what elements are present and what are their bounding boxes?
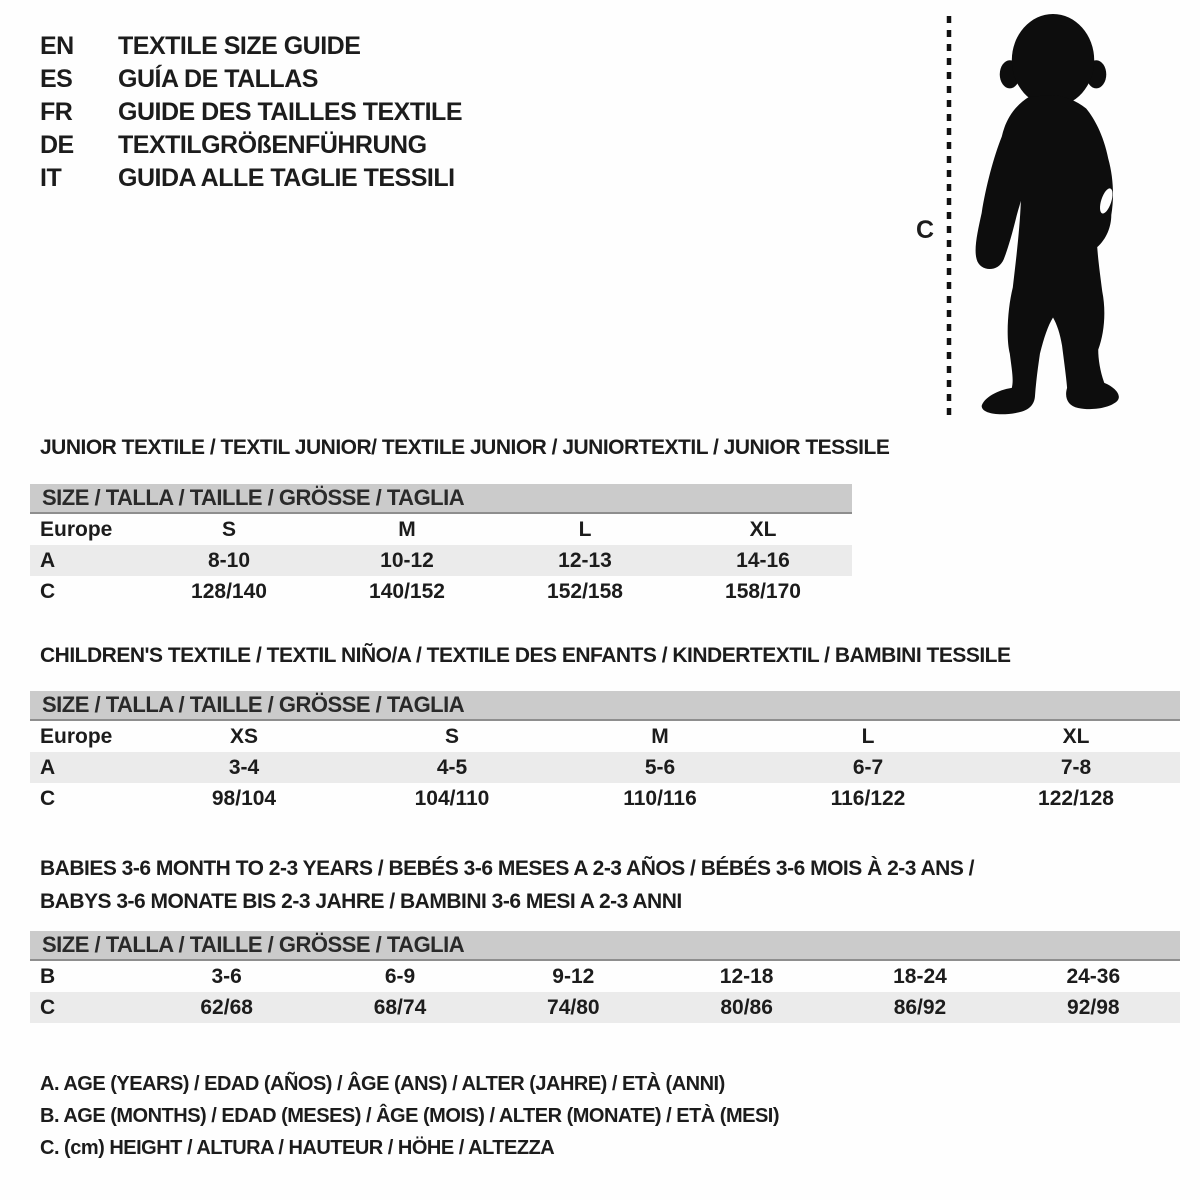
table-cell: 92/98 bbox=[1067, 995, 1120, 1019]
lang-row-es bbox=[40, 63, 462, 96]
table-cell: 8-10 bbox=[207, 548, 251, 572]
table-row bbox=[30, 514, 852, 545]
lang-title: TEXTILGRÖßENFÜHRUNG bbox=[118, 131, 427, 159]
lang-row-de bbox=[40, 129, 462, 162]
table-cell: XL bbox=[749, 517, 777, 541]
babies-section-title bbox=[40, 852, 1180, 918]
legend-line-b: B. AGE (MONTHS) / EDAD (MESES) / ÂGE (MOIS) / ALTER (MONATE) / ETÀ (MESI) bbox=[40, 1105, 780, 1127]
lang-row-it bbox=[40, 162, 462, 195]
row-label: Europe bbox=[40, 724, 113, 748]
table-cell: L bbox=[578, 517, 592, 541]
children-size-table bbox=[30, 691, 1180, 814]
row-label: C bbox=[40, 579, 56, 603]
size-header-bar: SIZE / TALLA / TAILLE / GRÖSSE / TAGLIA bbox=[30, 484, 852, 514]
table-row bbox=[30, 545, 852, 576]
table-cell: XS bbox=[229, 724, 258, 748]
row-label: B bbox=[40, 964, 56, 988]
table-cell: 110/116 bbox=[623, 786, 697, 810]
row-label: C bbox=[40, 786, 56, 810]
table-row bbox=[30, 576, 852, 607]
lang-code: FR bbox=[40, 98, 73, 126]
babies-title-line2: BABYS 3-6 MONATE BIS 2-3 JAHRE / BAMBINI 3-6 MESI A 2-3 ANNI bbox=[40, 890, 682, 913]
lang-row-en bbox=[40, 30, 462, 63]
table-cell: 152/158 bbox=[547, 579, 623, 603]
table-row bbox=[30, 783, 1180, 814]
babies-title-line1: BABIES 3-6 MONTH TO 2-3 YEARS / BEBÉS 3-6 MESES A 2-3 AÑOS / BÉBÉS 3-6 MOIS À 2-3 ANS / bbox=[40, 857, 975, 880]
table-cell: 3-6 bbox=[211, 964, 242, 988]
lang-title: GUÍA DE TALLAS bbox=[118, 65, 318, 93]
size-header-bar: SIZE / TALLA / TAILLE / GRÖSSE / TAGLIA bbox=[30, 931, 1180, 961]
language-title-list bbox=[40, 30, 462, 195]
lang-code: ES bbox=[40, 65, 73, 93]
table-cell: 140/152 bbox=[369, 579, 445, 603]
table-cell: L bbox=[861, 724, 875, 748]
table-cell: S bbox=[221, 517, 236, 541]
table-cell: 6-7 bbox=[852, 755, 884, 779]
table-cell: M bbox=[398, 517, 416, 541]
lang-code: IT bbox=[40, 164, 62, 192]
junior-size-table bbox=[30, 484, 852, 607]
table-cell: 12-18 bbox=[719, 964, 774, 988]
lang-code: DE bbox=[40, 131, 74, 159]
junior-section-title: JUNIOR TEXTILE / TEXTIL JUNIOR/ TEXTILE JUNIOR / JUNIORTEXTIL / JUNIOR TESSILE bbox=[40, 436, 890, 459]
height-label: C bbox=[916, 216, 935, 244]
table-cell: 80/86 bbox=[720, 995, 773, 1019]
legend-line-a: A. AGE (YEARS) / EDAD (AÑOS) / ÂGE (ANS) / ALTER (JAHRE) / ETÀ (ANNI) bbox=[40, 1073, 725, 1095]
table-cell: 68/74 bbox=[373, 995, 427, 1019]
table-cell: 24-36 bbox=[1066, 964, 1121, 988]
table-cell: 74/80 bbox=[547, 995, 600, 1019]
table-cell: M bbox=[651, 724, 669, 748]
row-label: A bbox=[40, 755, 56, 779]
table-cell: 12-13 bbox=[558, 548, 612, 572]
table-cell: 158/170 bbox=[725, 579, 801, 603]
table-cell: 7-8 bbox=[1060, 755, 1092, 779]
table-cell: 6-9 bbox=[384, 964, 416, 988]
children-section-title: CHILDREN'S TEXTILE / TEXTIL NIÑO/A / TEXTILE DES ENFANTS / KINDERTEXTIL / BAMBINI TESSILE bbox=[40, 644, 1011, 667]
table-cell: 62/68 bbox=[200, 995, 253, 1019]
table-cell: 18-24 bbox=[893, 964, 947, 988]
table-cell: 9-12 bbox=[552, 964, 595, 988]
row-label: Europe bbox=[40, 517, 113, 541]
measurement-legend bbox=[40, 1068, 779, 1164]
lang-row-fr bbox=[40, 96, 462, 129]
lang-title: TEXTILE SIZE GUIDE bbox=[118, 32, 361, 60]
toddler-silhouette-icon bbox=[952, 8, 1150, 420]
table-cell: 98/104 bbox=[211, 786, 277, 810]
babies-size-table bbox=[30, 931, 1180, 1023]
table-cell: 5-6 bbox=[644, 755, 676, 779]
row-label: A bbox=[40, 548, 56, 572]
table-cell: 128/140 bbox=[191, 579, 267, 603]
lang-code: EN bbox=[40, 32, 74, 60]
lang-title: GUIDE DES TAILLES TEXTILE bbox=[118, 98, 463, 126]
size-header-bar: SIZE / TALLA / TAILLE / GRÖSSE / TAGLIA bbox=[30, 691, 1180, 721]
table-cell: XL bbox=[1062, 724, 1090, 748]
row-label: C bbox=[40, 995, 56, 1019]
table-cell: 14-16 bbox=[736, 548, 790, 572]
table-cell: 10-12 bbox=[380, 548, 434, 572]
table-row bbox=[30, 992, 1180, 1023]
table-row bbox=[30, 752, 1180, 783]
lang-title: GUIDA ALLE TAGLIE TESSILI bbox=[118, 164, 455, 192]
table-cell: 122/128 bbox=[1038, 786, 1114, 810]
table-cell: 104/110 bbox=[414, 786, 490, 810]
table-cell: 86/92 bbox=[893, 995, 947, 1019]
table-row bbox=[30, 961, 1180, 992]
table-row bbox=[30, 721, 1180, 752]
legend-line-c: C. (cm) HEIGHT / ALTURA / HAUTEUR / HÖHE / ALTEZZA bbox=[40, 1137, 555, 1159]
table-cell: S bbox=[444, 724, 459, 748]
table-cell: 116/122 bbox=[830, 786, 906, 810]
table-cell: 4-5 bbox=[436, 755, 468, 779]
table-cell: 3-4 bbox=[228, 755, 260, 779]
